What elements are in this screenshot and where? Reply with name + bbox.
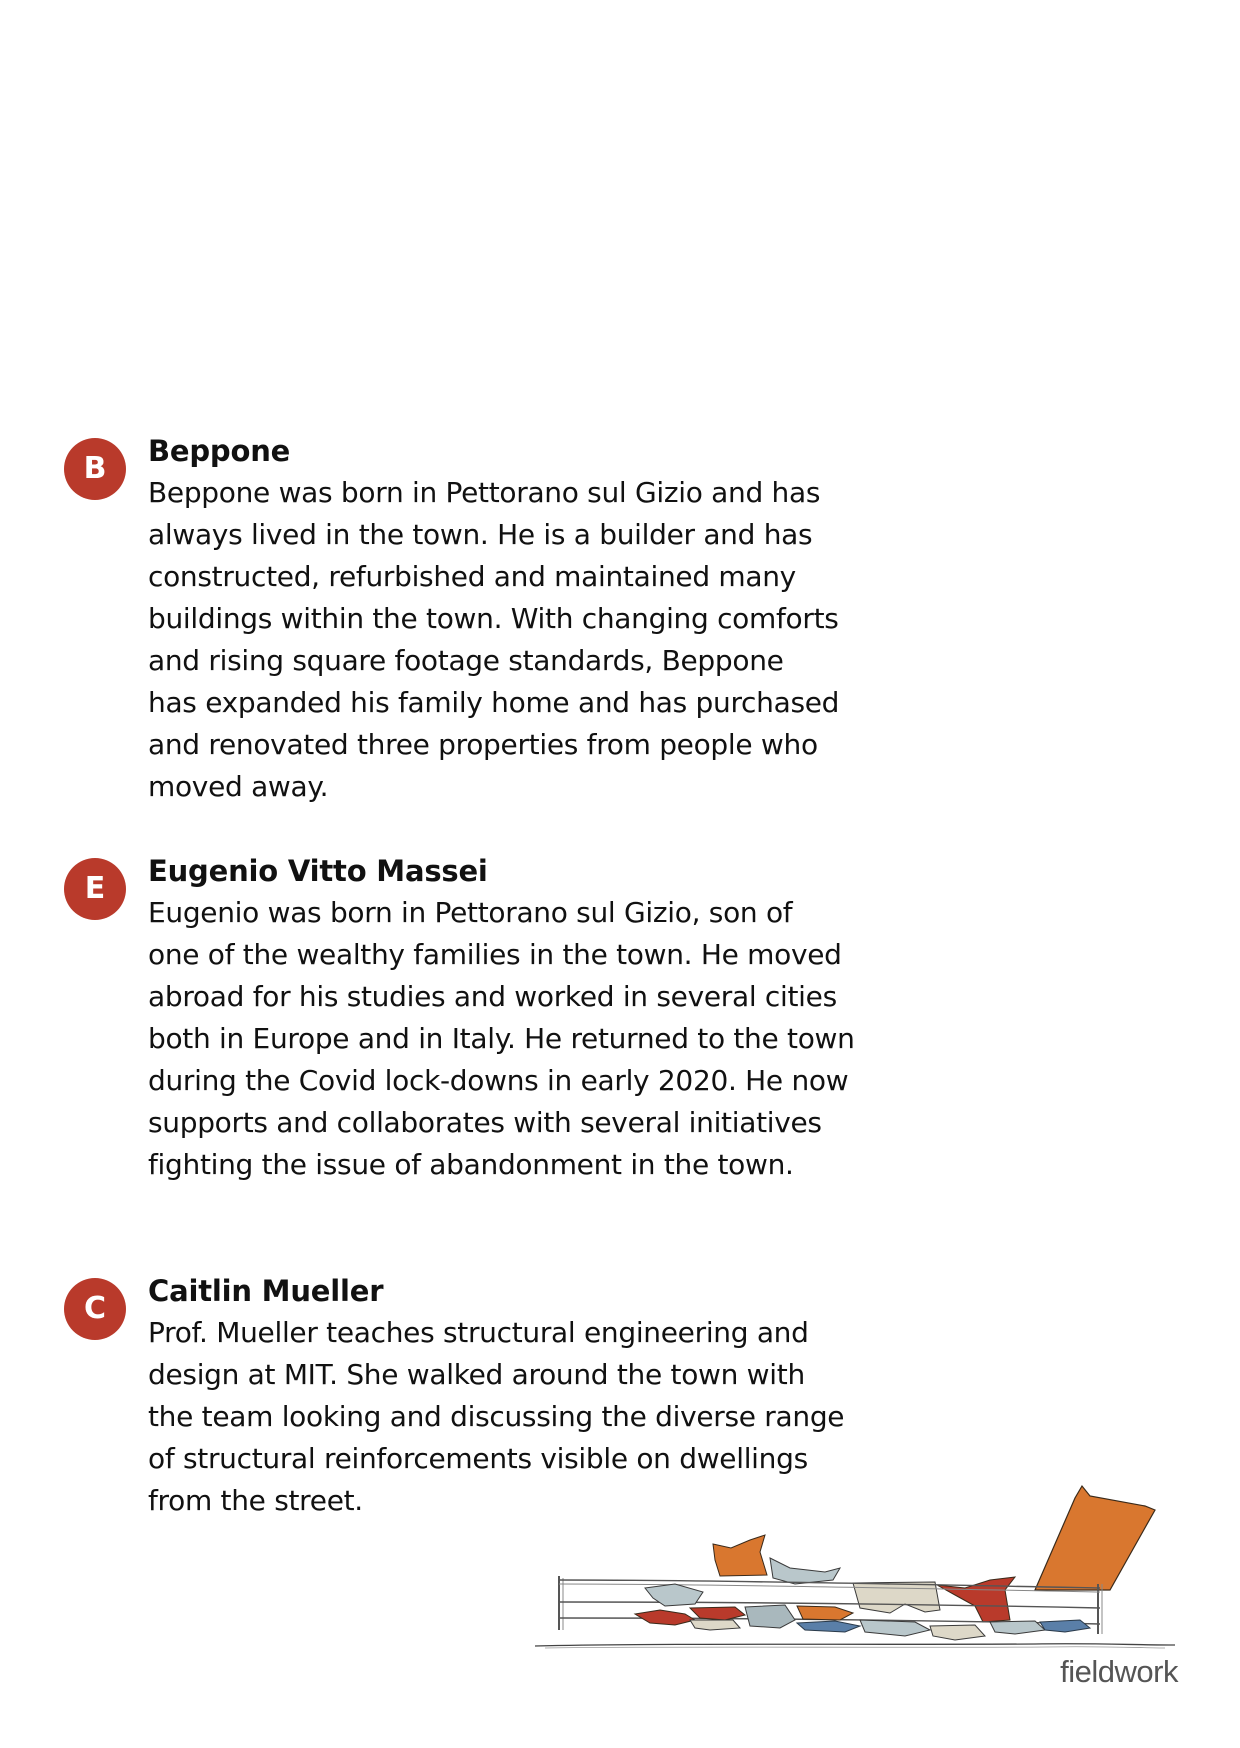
person-badge: B	[64, 438, 126, 500]
bio-line: from the street.	[148, 1484, 363, 1517]
bio-line: and renovated three properties from people who	[148, 728, 818, 761]
cloth-beige-low	[930, 1625, 985, 1640]
cloth-grey-low	[860, 1620, 930, 1636]
person-name: Eugenio Vitto Massei	[148, 854, 488, 888]
bio-line: during the Covid lock-downs in early 2020. He now	[148, 1064, 849, 1097]
cloth-grey-right	[990, 1621, 1045, 1634]
bio-line: the team looking and discussing the diverse range	[148, 1400, 845, 1433]
cloth-blue-low	[797, 1621, 860, 1632]
bio-line: abroad for his studies and worked in several cities	[148, 980, 837, 1013]
bio-line: Eugenio was born in Pettorano sul Gizio, son of	[148, 896, 793, 929]
cloth-red-small-left	[635, 1610, 695, 1625]
person-bio	[148, 472, 908, 808]
bio-line: one of the wealthy families in the town. He moved	[148, 938, 842, 971]
bio-line: and rising square footage standards, Beppone	[148, 644, 784, 677]
bio-line: both in Europe and in Italy. He returned to the town	[148, 1022, 855, 1055]
bio-line: supports and collaborates with several initiatives	[148, 1106, 822, 1139]
bio-line: Beppone was born in Pettorano sul Gizio and has	[148, 476, 821, 509]
cloth-blue-right	[1040, 1620, 1090, 1632]
person-name: Beppone	[148, 434, 291, 468]
bio-line: of structural reinforcements visible on dwellings	[148, 1442, 808, 1475]
cloth-orange-large	[1035, 1486, 1155, 1590]
bio-line: has expanded his family home and has purchased	[148, 686, 840, 719]
laundry-drying-on-fence-sketch-icon	[535, 1480, 1185, 1655]
person-badge: C	[64, 1278, 126, 1340]
bio-line: fighting the issue of abandonment in the town.	[148, 1148, 794, 1181]
cloth-red	[937, 1577, 1015, 1622]
bio-line: always lived in the town. He is a builder and has	[148, 518, 813, 551]
cloth-orange-small	[713, 1535, 767, 1576]
cloth-beige	[853, 1582, 940, 1613]
cloth-orange-low	[797, 1606, 853, 1620]
bio-line: moved away.	[148, 770, 329, 803]
brand-wordmark: fieldwork	[1060, 1654, 1178, 1689]
cloth-grey-mid	[745, 1605, 795, 1628]
cloth-beige-small	[690, 1620, 740, 1630]
cloth-grey-top	[770, 1558, 840, 1584]
person-name: Caitlin Mueller	[148, 1274, 384, 1308]
bio-line: buildings within the town. With changing comforts	[148, 602, 839, 635]
bio-line: design at MIT. She walked around the town with	[148, 1358, 805, 1391]
person-bio	[148, 892, 908, 1186]
bio-line: Prof. Mueller teaches structural engineering and	[148, 1316, 809, 1349]
bio-line: constructed, refurbished and maintained many	[148, 560, 796, 593]
person-badge: E	[64, 858, 126, 920]
